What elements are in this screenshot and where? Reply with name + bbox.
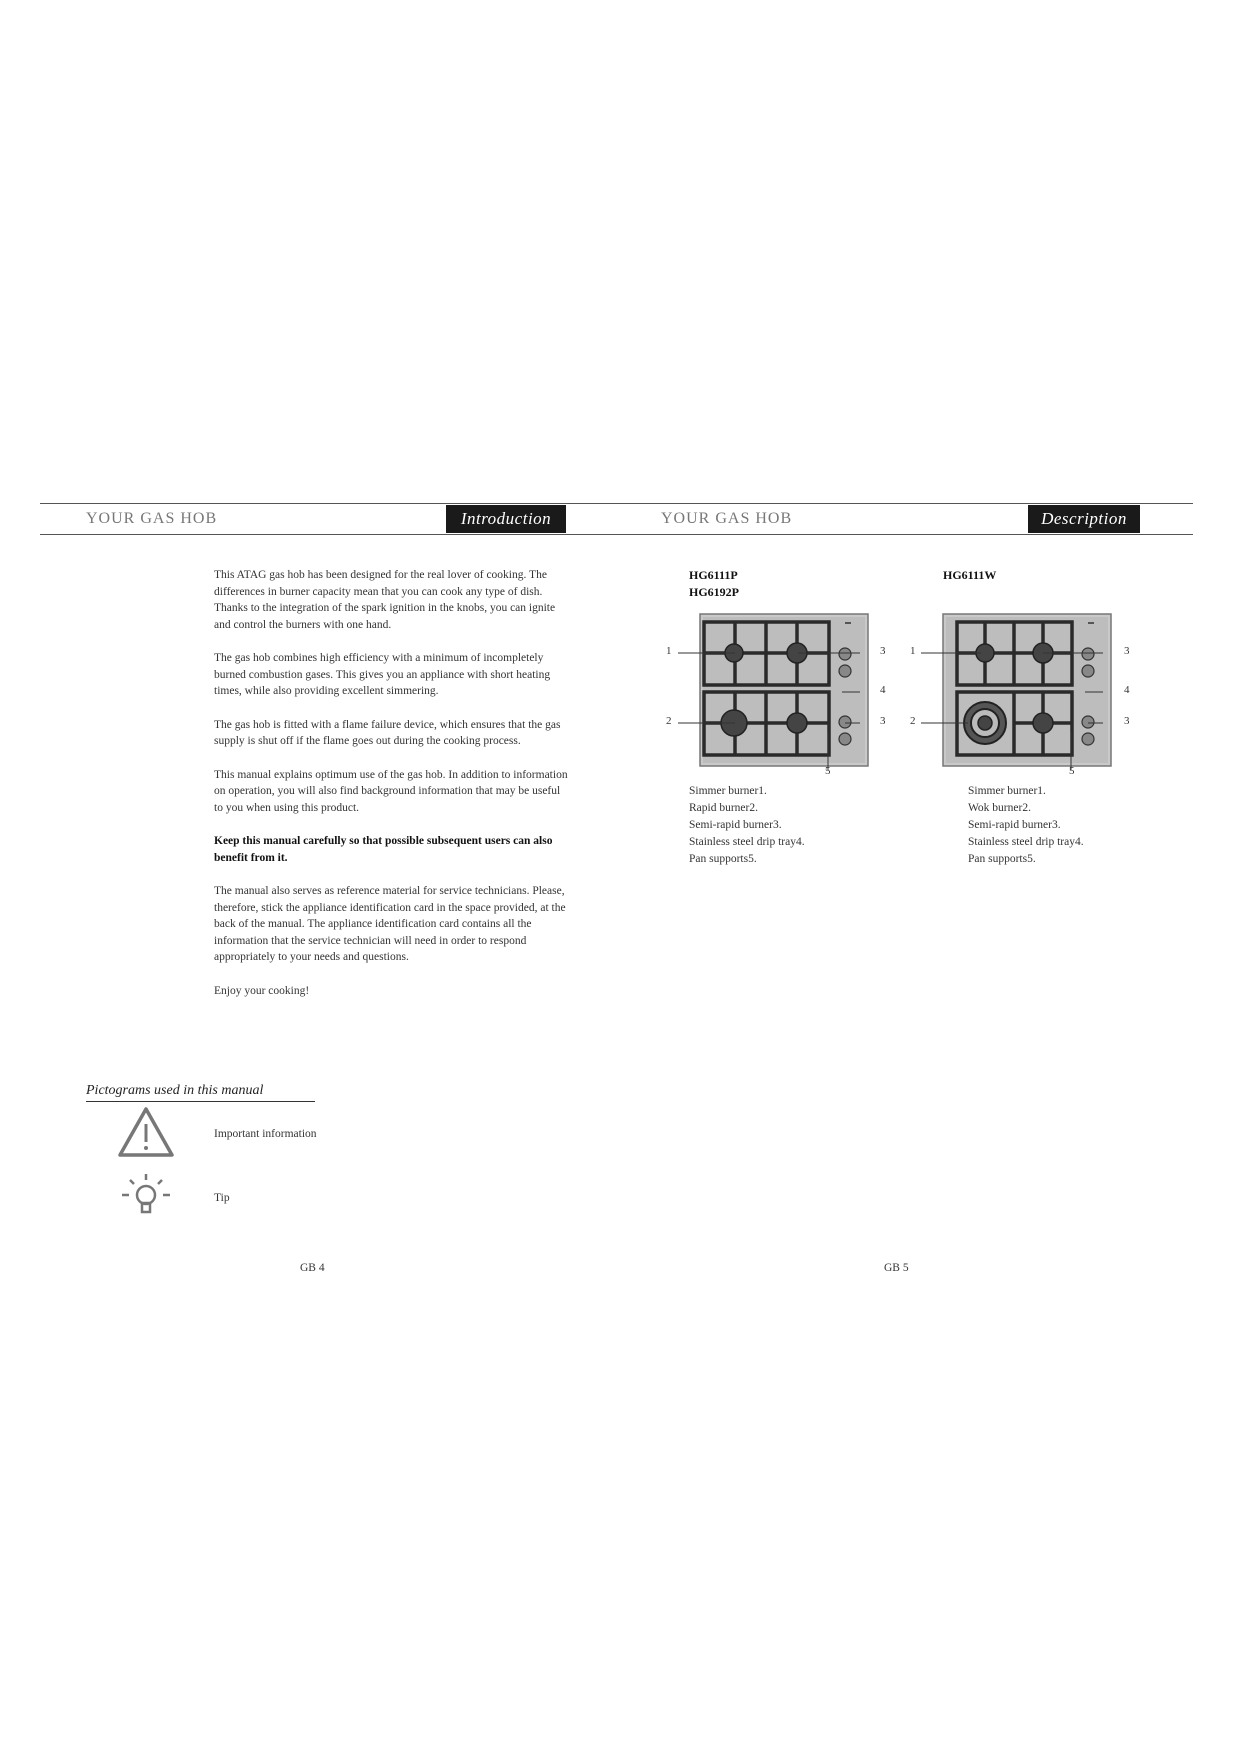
model-b-names: [943, 567, 996, 584]
model-b-line-1: HG6111W: [943, 568, 997, 582]
hob-a-callout-5: 5: [825, 765, 831, 777]
left-section-tab: Introduction: [446, 505, 566, 533]
intro-paragraph-2: The gas hob combines high efficiency with a minimum of incompletely burned combustion gases. This gives you an appliance with short heating times, while also providing excellent simmering.: [214, 652, 551, 697]
page-number-left: GB 4: [300, 1262, 325, 1274]
intro-paragraph-4: This manual explains optimum use of the gas hob. In addition to information on operation, you will also find background information that may be useful to you when using this product.: [214, 768, 568, 814]
legend-a-item: Stainless steel drip tray4.: [689, 836, 805, 848]
hob-b-callout-lines: [913, 640, 1133, 780]
hob-a-callout-1: 1: [666, 645, 672, 657]
hob-a-callout-2: 2: [666, 715, 672, 727]
pictogram-label-tip: Tip: [214, 1192, 230, 1204]
hob-a-callout-3-top: 3: [880, 645, 886, 657]
intro-paragraph-1: This ATAG gas hob has been designed for the real lover of cooking. The differences in burner capacity mean that you can cook any type of dish. Thanks to the integration of the spark ignition in the knobs, you can ignite and control the burners with one hand.: [214, 569, 556, 631]
legend-b-item: Semi-rapid burner3.: [968, 819, 1061, 831]
warning-triangle-icon: [117, 1106, 175, 1158]
model-a-line-2: HG6192P: [689, 585, 739, 599]
legend-a-item: Rapid burner2.: [689, 802, 758, 814]
hob-b-callout-5: 5: [1069, 765, 1075, 777]
hob-b-callout-3-top: 3: [1124, 645, 1130, 657]
page-number-right: GB 5: [884, 1262, 909, 1274]
model-a-line-1: HG6111P: [689, 568, 738, 582]
legend-a-item: Simmer burner1.: [689, 785, 767, 797]
legend-a: [689, 783, 805, 868]
intro-paragraph-6: The manual also serves as reference material for service technicians. Please, therefore, stick the appliance identification card in the space provided, at the back of the manual. The appliance identification card contains all the information that the service technician will need in order to respond appropriately to your needs and questions.: [214, 885, 566, 963]
hob-b-callout-3-bottom: 3: [1124, 715, 1130, 727]
intro-paragraph-7: Enjoy your cooking!: [214, 984, 310, 997]
left-running-title: YOUR GAS HOB: [86, 510, 218, 527]
hob-a-callout-3-bottom: 3: [880, 715, 886, 727]
legend-b-item: Simmer burner1.: [968, 785, 1046, 797]
header-rule-top: [40, 503, 1193, 504]
intro-paragraph-5: Keep this manual carefully so that possible subsequent users can also benefit from it.: [214, 835, 553, 864]
pictograms-heading: Pictograms used in this manual: [86, 1083, 315, 1102]
lightbulb-icon: [120, 1172, 172, 1224]
model-a-names: [689, 567, 739, 601]
pictogram-label-important: Important information: [214, 1128, 317, 1140]
legend-b-item: Pan supports5.: [968, 853, 1036, 865]
hob-b-callout-1: 1: [910, 645, 916, 657]
right-section-tab: Description: [1028, 505, 1140, 533]
legend-b-item: Stainless steel drip tray4.: [968, 836, 1084, 848]
legend-b-item: Wok burner2.: [968, 802, 1031, 814]
hob-a-callout-4: 4: [880, 684, 886, 696]
hob-b-callout-4: 4: [1124, 684, 1130, 696]
intro-text: [214, 567, 572, 1016]
legend-b: [968, 783, 1084, 868]
legend-a-item: Semi-rapid burner3.: [689, 819, 782, 831]
header-rule-bottom: [40, 534, 1193, 535]
intro-paragraph-3: The gas hob is fitted with a flame failure device, which ensures that the gas supply is shut off if the flame goes out during the cooking process.: [214, 718, 561, 747]
right-running-title: YOUR GAS HOB: [661, 510, 793, 527]
hob-b-callout-2: 2: [910, 715, 916, 727]
legend-a-item: Pan supports5.: [689, 853, 757, 865]
hob-a-callout-lines: [670, 640, 890, 780]
